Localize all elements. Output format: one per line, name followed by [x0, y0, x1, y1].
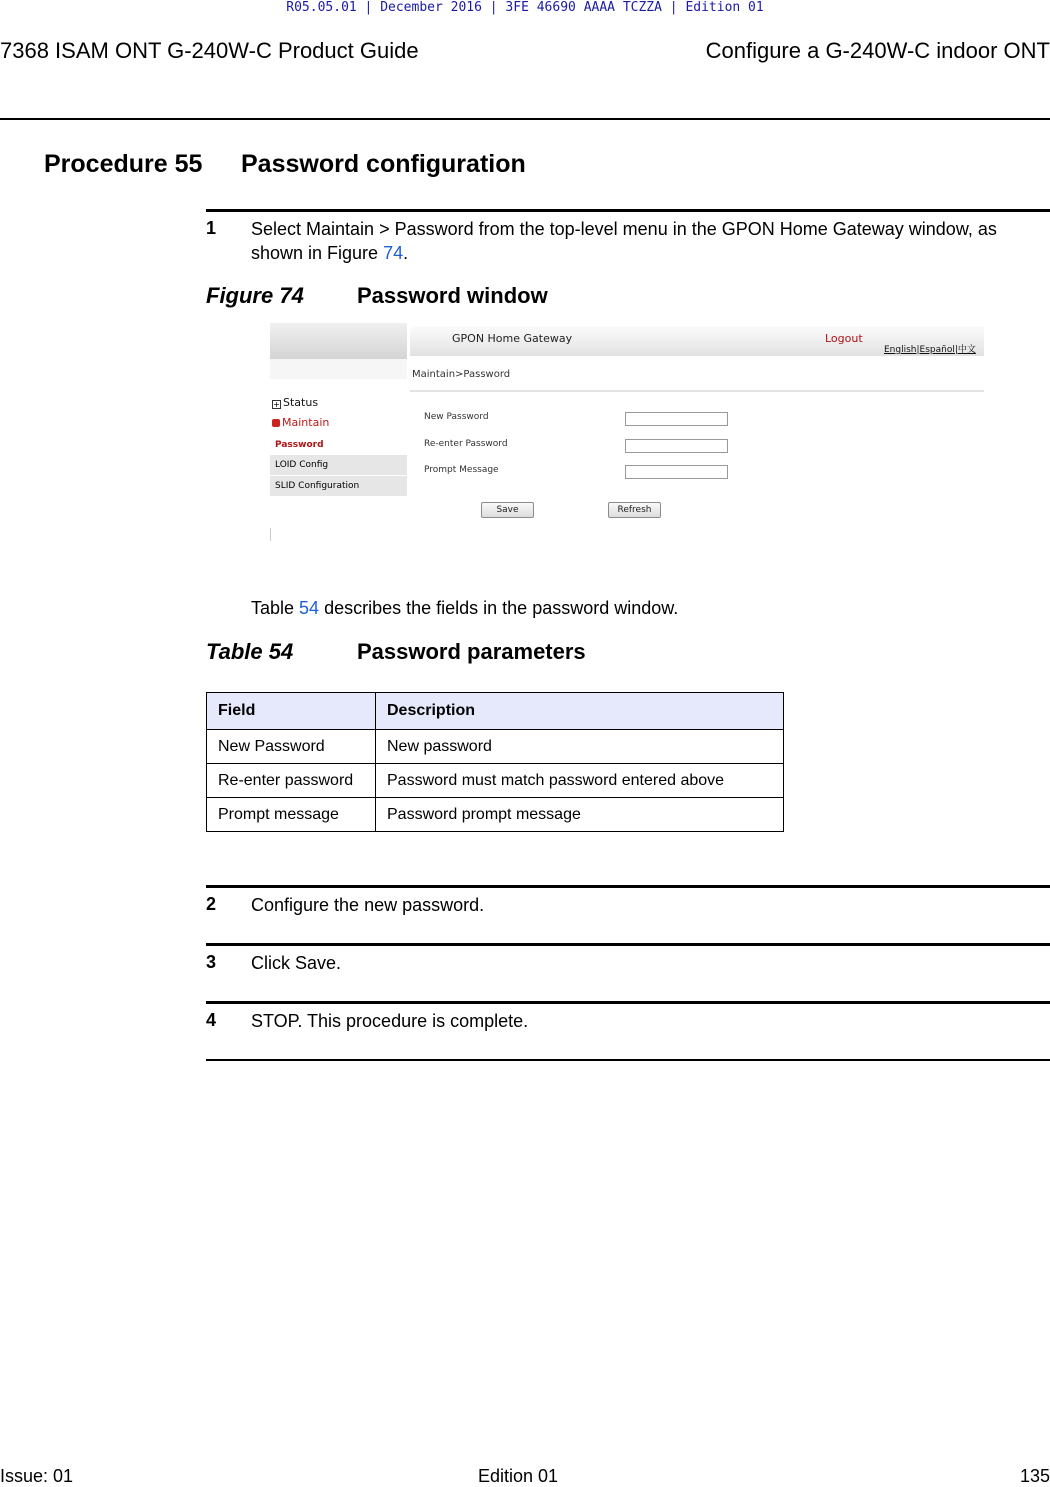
table-cell: Password prompt message	[376, 798, 784, 832]
header-guide-title: 7368 ISAM ONT G-240W-C Product Guide	[0, 38, 419, 63]
procedure-title: Password configuration	[241, 150, 526, 178]
menu-item-label: Maintain	[282, 416, 330, 429]
page-number: 135	[1019, 1466, 1050, 1486]
table-intro-part: describes the fields in the password window.	[319, 598, 679, 618]
refresh-button[interactable]: Refresh	[608, 502, 661, 518]
figure-caption	[206, 283, 548, 309]
breadcrumb-divider	[410, 390, 984, 392]
column-header: Description	[376, 693, 784, 730]
new-password-label: New Password	[424, 412, 489, 422]
save-button[interactable]: Save	[481, 502, 534, 518]
sidebar-spacer	[270, 359, 407, 379]
figure-label: Figure 74	[206, 283, 304, 308]
step-text	[251, 217, 1046, 265]
sidebar-header	[270, 323, 407, 359]
step-divider	[206, 885, 1050, 888]
logout-link[interactable]: Logout	[825, 332, 863, 345]
step-text: Click Save.	[251, 953, 342, 973]
table-header-row	[207, 693, 784, 730]
expand-icon: +	[273, 400, 280, 409]
table-row	[207, 764, 784, 798]
submenu-item-slid-configuration[interactable]: SLID Configuration	[270, 476, 407, 496]
table-title: Password parameters	[357, 639, 586, 664]
table-cell: Password must match password entered above	[376, 764, 784, 798]
procedure-heading	[44, 150, 526, 179]
table-link[interactable]: 54	[299, 598, 320, 618]
menu-item-label: Status	[283, 396, 319, 409]
submenu-item-loid-config[interactable]: LOID Config	[270, 455, 407, 475]
document-banner: R05.05.01 | December 2016 | 3FE 46690 AAAA TCZZA | Edition 01	[286, 0, 764, 15]
step-text-part: .	[403, 243, 409, 263]
step-divider	[206, 943, 1050, 946]
table-cell: New password	[376, 730, 784, 764]
table-row	[207, 730, 784, 764]
procedure-label: Procedure 55	[44, 150, 203, 178]
footer-issue: Issue: 01	[0, 1466, 74, 1486]
table-cell: New Password	[207, 730, 376, 764]
prompt-message-label: Prompt Message	[424, 465, 499, 475]
step-text: STOP. This procedure is complete.	[251, 1011, 529, 1031]
table-intro-part: Table	[251, 598, 300, 618]
step-number: 4	[206, 1010, 217, 1030]
step-text: Configure the new password.	[251, 895, 485, 915]
prompt-message-input[interactable]	[625, 465, 728, 479]
step-text-part: Select Maintain > Password from the top-level menu in the GPON Home Gateway window, as shown in Figure	[251, 219, 997, 263]
menu-item-status[interactable]	[272, 396, 318, 409]
app-title: GPON Home Gateway	[452, 332, 573, 345]
table-row	[207, 798, 784, 832]
submenu-item-password[interactable]: Password	[270, 435, 407, 455]
step-number: 3	[206, 952, 217, 972]
reenter-password-label: Re-enter Password	[424, 439, 508, 449]
password-parameters-table	[206, 692, 784, 832]
step-number: 1	[206, 218, 217, 238]
table-caption	[206, 639, 586, 665]
header-divider	[0, 118, 1050, 120]
step-number: 2	[206, 894, 217, 914]
screenshot-edge	[270, 528, 271, 541]
breadcrumb: Maintain>Password	[412, 369, 511, 380]
figure-title: Password window	[357, 283, 548, 308]
column-header: Field	[207, 693, 376, 730]
table-cell: Prompt message	[207, 798, 376, 832]
table-label: Table 54	[206, 639, 294, 664]
procedure-end-divider	[206, 1059, 1050, 1061]
menu-item-maintain[interactable]	[272, 416, 329, 429]
new-password-input[interactable]	[625, 412, 728, 426]
header-section-title: Configure a G-240W-C indoor ONT	[705, 38, 1050, 63]
step-divider	[206, 1001, 1050, 1004]
collapse-icon	[272, 419, 280, 427]
footer-edition: Edition 01	[478, 1466, 559, 1486]
step-divider	[206, 209, 1050, 212]
table-cell: Re-enter password	[207, 764, 376, 798]
figure-link[interactable]: 74	[383, 243, 404, 263]
password-window-screenshot	[270, 323, 984, 541]
reenter-password-input[interactable]	[625, 439, 728, 453]
language-selector[interactable]: English|Español|中文	[884, 345, 976, 355]
table-intro	[251, 596, 1046, 620]
